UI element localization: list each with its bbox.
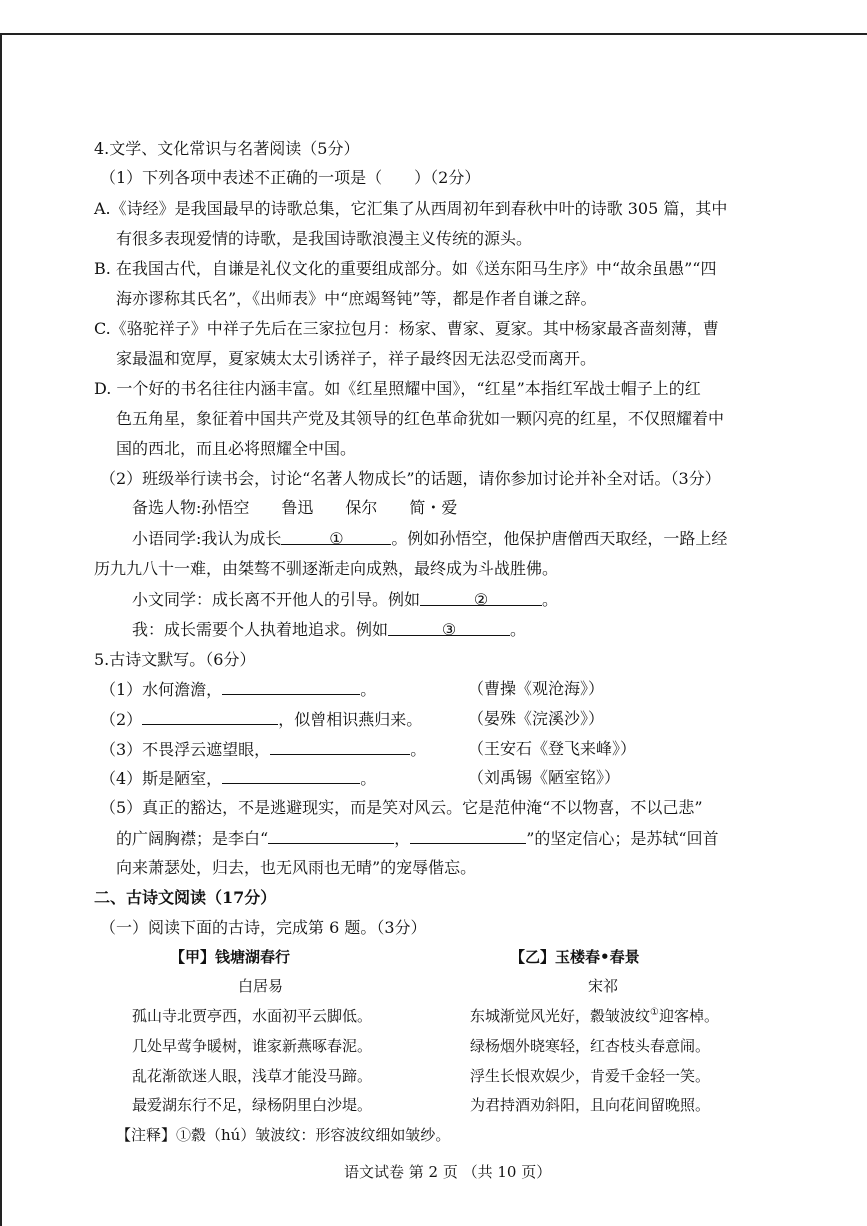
q5-item2-source: （晏殊《浣溪沙》）	[468, 709, 605, 728]
q5-item2	[100, 708, 422, 731]
q5-item1-text: （1）水何澹澹，	[100, 680, 223, 699]
page-footer: 语文试卷 第 2 页 （共 10 页）	[344, 1163, 552, 1181]
candidate-characters: 备选人物:孙悟空 鲁迅 保尔 简・爱	[132, 498, 458, 517]
q5-item5-line2	[116, 827, 719, 850]
poem-a-line: 乱花渐欲迷人眼，浅草才能没马蹄。	[132, 1067, 373, 1085]
poem-b-line: 绿杨烟外晓寒轻，红杏枝头春意闹。	[470, 1037, 711, 1055]
page-border-top	[0, 33, 867, 35]
q4-sub1: （1）下列各项中表述不正确的一项是（ ）（2分）	[100, 168, 481, 187]
dialogue-me	[132, 619, 526, 641]
q5-item1	[100, 678, 376, 701]
poem-b-line-1-a: 东城渐觉风光好，縠皱波纹	[470, 1007, 651, 1025]
q4-option-d-line3: 国的西北，而且必将照耀全中国。	[116, 439, 357, 458]
dialogue-xiaowen	[132, 589, 558, 611]
poem-b-line-1-b: 迎客棹。	[658, 1007, 719, 1025]
blank-3-marker: ③	[441, 620, 457, 639]
q5-item3-text: （3）不畏浮云遮望眼，	[100, 740, 271, 759]
q5-item5-text-c: ”的坚定信心；是苏轼“回首	[526, 829, 719, 848]
poem-a-author: 白居易	[238, 977, 284, 995]
dialogue-xiaowen-end: 。	[542, 590, 559, 609]
q5-item3-blank[interactable]	[270, 738, 410, 755]
q4-option-b-line2: 海亦谬称其氏名”，《出师表》中“庶竭驽钝”等，都是作者自谦之辞。	[116, 289, 597, 308]
dialogue-me-end: 。	[510, 620, 527, 639]
q5-item3	[100, 738, 426, 761]
annotation-note: 【注释】①縠（hú）皱波纹：形容波纹细如皱纱。	[116, 1126, 451, 1144]
q5-item4	[100, 767, 376, 790]
q5-item4-blank[interactable]	[222, 767, 360, 784]
q5-item4-source: （刘禹锡《陋室铭》）	[468, 768, 621, 787]
q4-option-a-line2: 有很多表现爱情的诗歌，是我国诗歌浪漫主义传统的源头。	[116, 229, 533, 248]
dialogue-xiaoyu-line2: 历九九八十一难，由桀骜不驯逐渐走向成熟，最终成为斗战胜佛。	[94, 559, 559, 578]
section2-sub: （一）阅读下面的古诗，完成第 6 题。（3分）	[100, 918, 427, 937]
dialogue-me-text: 我：成长需要个人执着地追求。例如	[132, 620, 389, 639]
q5-item3-source: （王安石《登飞来峰》）	[468, 739, 637, 758]
q4-option-d-line1: D. 一个好的书名往往内涵丰富。如《红星照耀中国》，“红星”本指红军战士帽子上的红	[94, 379, 701, 398]
poem-a-title: 【甲】钱塘湖春行	[170, 948, 291, 966]
q5-item5-text-a: 的广阔胸襟；是李白“	[116, 829, 269, 848]
poem-a-line: 最爱湖东行不足，绿杨阴里白沙堤。	[132, 1096, 373, 1114]
q5-item2-text: ，似曾相识燕归来。	[278, 710, 423, 729]
q5-item4-text: （4）斯是陋室，	[100, 769, 223, 788]
q5-item5-line1: （5）真正的豁达，不是逃避现实，而是笑对风云。它是范仲淹“不以物喜，不以己悲”	[100, 798, 703, 817]
answer-blank-1[interactable]	[281, 528, 391, 548]
dialogue-xiaoyu-text-2: 。例如孙悟空，他保护唐僧西天取经，一路上经	[391, 529, 728, 548]
dialogue-xiaoyu-line1	[132, 528, 727, 550]
section2-title: 二、古诗文阅读（17分）	[94, 888, 277, 907]
q5-item2-num: （2）	[100, 710, 143, 729]
q5-item1-source: （曹操《观沧海》）	[468, 679, 605, 698]
q5-item2-blank[interactable]	[142, 708, 278, 725]
q5-item1-end: 。	[360, 680, 377, 699]
q4-option-a-line1: A.《诗经》是我国最早的诗歌总集，它汇集了从西周初年到春秋中叶的诗歌 305 篇，其中	[94, 199, 728, 218]
poem-b-line: 浮生长恨欢娱少，肯爱千金轻一笑。	[470, 1067, 711, 1085]
poem-a-line: 孤山寺北贾亭西，水面初平云脚低。	[132, 1007, 373, 1025]
page-border-left	[0, 33, 2, 1226]
q5-title: 5.古诗文默写。（6分）	[94, 650, 256, 669]
q5-item1-blank[interactable]	[222, 678, 360, 695]
blank-1-marker: ①	[329, 529, 344, 548]
poem-a-line: 几处早莺争暖树，谁家新燕啄春泥。	[132, 1037, 373, 1055]
footnote-marker: ①	[650, 1007, 659, 1018]
q4-option-c-line2: 家最温和宽厚，夏家姨太太引诱祥子，祥子最终因无法忍受而离开。	[116, 349, 597, 368]
blank-2-marker: ②	[473, 590, 489, 609]
answer-blank-2[interactable]	[420, 589, 542, 609]
q4-option-d-line2: 色五角星，象征着中国共产党及其领导的红色革命犹如一颗闪亮的红星，不仅照耀着中	[116, 409, 725, 428]
q4-option-b-line1: B. 在我国古代，自谦是礼仪文化的重要组成部分。如《送东阳马生序》中“故余虽愚”“四	[94, 259, 717, 278]
q5-item5-line3: 向来萧瑟处，归去，也无风雨也无晴”的宠辱偕忘。	[116, 858, 477, 877]
q5-item5-blank-2[interactable]	[410, 827, 526, 844]
q4-sub2: （2）班级举行读书会，讨论“名著人物成长”的话题，请你参加讨论并补全对话。（3分）	[100, 469, 721, 488]
dialogue-xiaowen-text: 小文同学：成长离不开他人的引导。例如	[132, 590, 421, 609]
q5-item4-end: 。	[360, 769, 377, 788]
dialogue-xiaoyu-text: 小语同学:我认为成长	[132, 529, 282, 548]
q4-option-c-line1: C.《骆驼祥子》中祥子先后在三家拉包月：杨家、曹家、夏家。其中杨家最吝啬刻薄，曹	[94, 319, 719, 338]
q5-item5-comma: ，	[394, 829, 411, 848]
answer-blank-3[interactable]	[388, 619, 510, 639]
poem-b-line: 为君持酒劝斜阳，且向花间留晚照。	[470, 1096, 711, 1114]
poem-b-author: 宋祁	[588, 977, 619, 995]
poem-b-line-1	[470, 1005, 719, 1027]
poem-b-title: 【乙】玉楼春•春景	[510, 948, 640, 966]
q5-item3-end: 。	[410, 740, 427, 759]
q5-item5-blank-1[interactable]	[268, 827, 394, 844]
q4-title: 4.文学、文化常识与名著阅读（5分）	[94, 139, 360, 158]
